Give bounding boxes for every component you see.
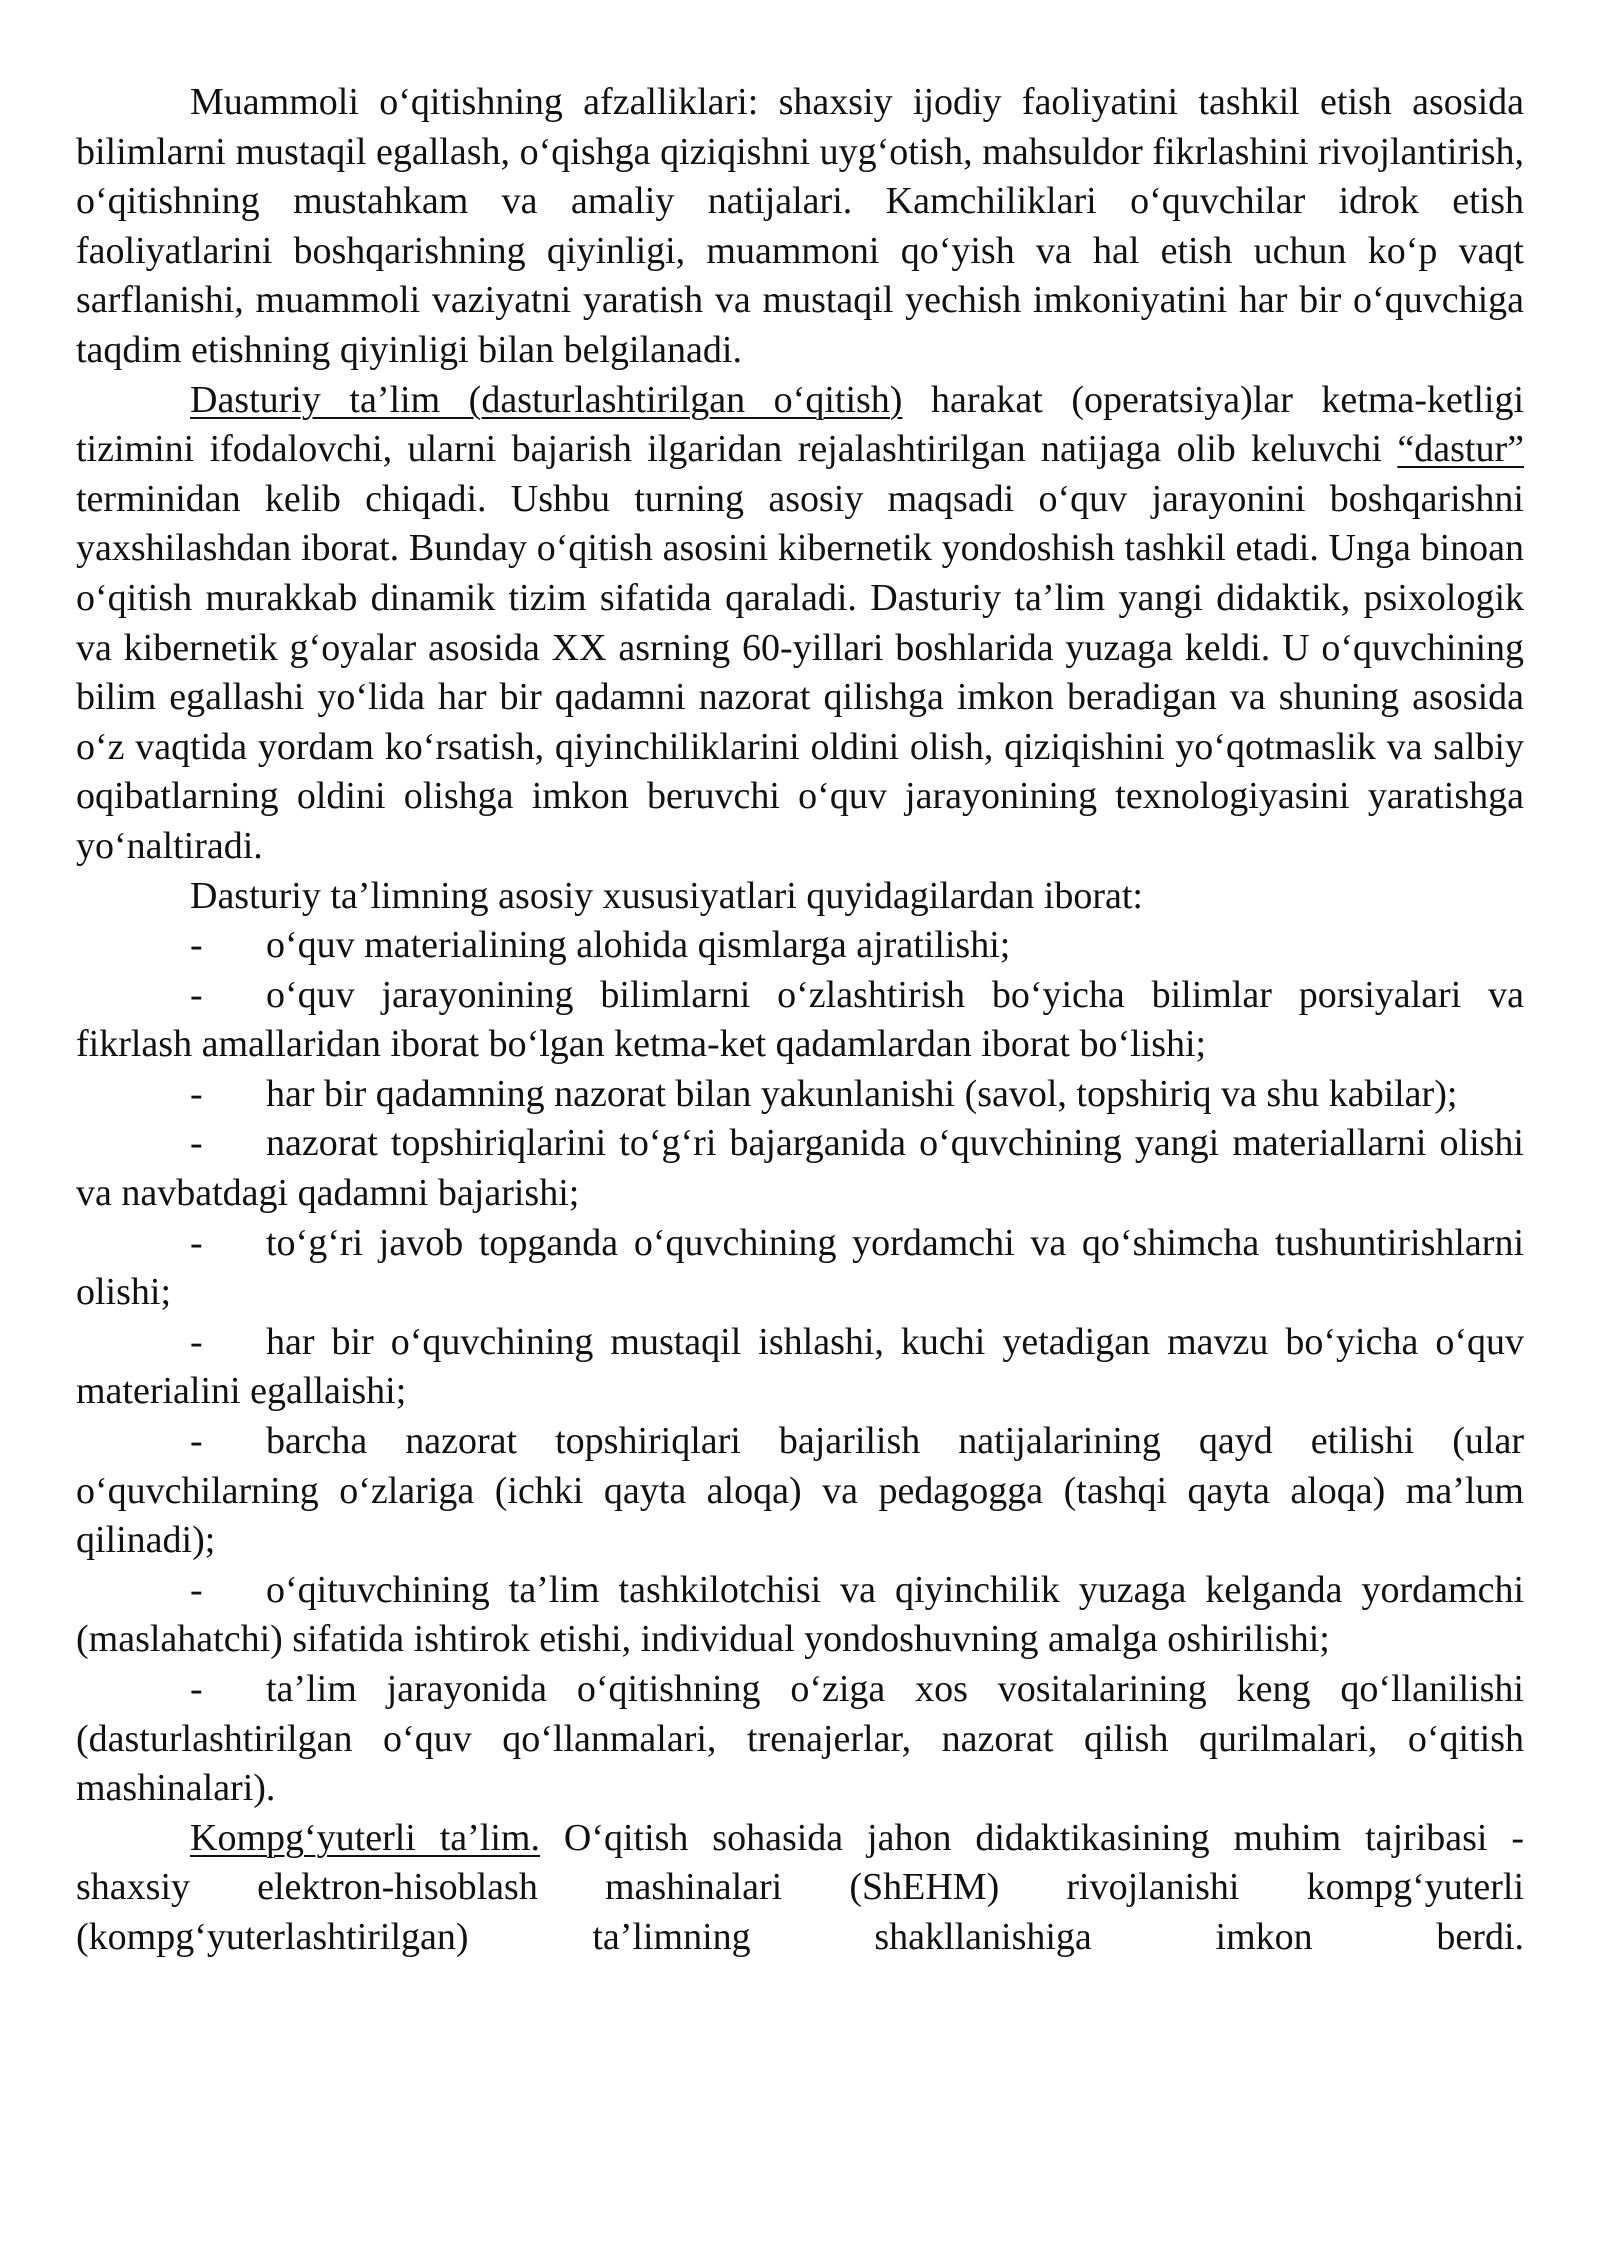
bullet-dash: -: [190, 1320, 203, 1363]
list-item-text: har bir qadamning nazorat bilan yakunlanishi (savol, topshiriq va shu kabilar);: [266, 1072, 1458, 1115]
paragraph-text: O‘qitish sohasida jahon didaktikasining muhim tajribasi - shaxsiy elektron-hisoblash mashinalari (ShEHM) rivojlanishi kompg‘yuterli (kompg‘yuterlashtirilgan) ta’limning shakllanishiga imkon berdi.: [76, 1816, 1524, 1958]
list-item-text: o‘qituvchining ta’lim tashkilotchisi va qiyinchilik yuzaga kelganda yordamchi (maslahatchi) sifatida ishtirok etishi, individual yondoshuvning amalga oshirilishi;: [76, 1568, 1524, 1661]
bullet-dash: -: [190, 1122, 203, 1165]
paragraph-programmed-learning: [76, 376, 1524, 872]
list-item-text: nazorat topshiriqlarini to‘g‘ri bajarganida o‘quvchining yangi materiallarni olishi va navbatdagi qadamni bajarishi;: [76, 1122, 1524, 1215]
features-list: [76, 921, 1524, 1814]
list-item: [76, 971, 1524, 1070]
paragraph-problem-learning: Muammoli o‘qitishning afzalliklari: shaxsiy ijodiy faoliyatini tashkil etish asosida bilimlarni mustaqil egallash, o‘qishga qiziqishni uyg‘otish, mahsuldor fikrlashini rivojlantirish, o‘qitishning mustahkam va amaliy natijalari. Kamchiliklari o‘quvchilar idrok etish faoliyatlarini boshqarishning qiyinligi, muammoni qo‘yish va hal etish uchun ko‘p vaqt sarflanishi, muammoli vaziyatni yaratish va mustaqil yechish imkoniyatini har bir o‘quvchiga taqdim etishning qiyinligi bilan belgilanadi.: [76, 81, 1524, 371]
list-item-text: har bir o‘quvchining mustaqil ishlashi, kuchi yetadigan mavzu bo‘yicha o‘quv materialini egallaishi;: [76, 1320, 1524, 1413]
list-item: [76, 1318, 1524, 1417]
term-programmed-learning: Dasturiy ta’lim (dasturlashtirilgan o‘qitish): [190, 378, 903, 421]
list-item: [76, 921, 1524, 971]
bullet-dash: -: [190, 1668, 203, 1710]
list-item: [76, 1665, 1524, 1814]
document-page: [76, 78, 1524, 1963]
bullet-dash: -: [190, 1420, 203, 1463]
term-computer-learning: Kompg‘yuterli ta’lim.: [190, 1816, 540, 1859]
bullet-dash: -: [190, 924, 203, 967]
list-item: [76, 1219, 1524, 1318]
bullet-dash: -: [190, 1221, 203, 1264]
list-item: [76, 1566, 1524, 1665]
term-dastur: “dastur”: [1397, 428, 1524, 471]
bullet-dash: -: [190, 1072, 203, 1115]
paragraph-text: terminidan kelib chiqadi. Ushbu turning asosiy maqsadi o‘quv jarayonini boshqarishni yaxshilashdan iborat. Bunday o‘qitish asosini kibernetik yondoshish tashkil etadi. Unga binoan o‘qitish murakkab dinamik tizim sifatida qaraladi. Dasturiy ta’lim yangi didaktik, psixologik va kibernetik g‘oyalar asosida XX asrning 60-yillari boshlarida yuzaga keldi. U o‘quvchining bilim egallashi yo‘lida har bir qadamni nazorat qilishga imkon beradigan va shuning asosida o‘z vaqtida yordam ko‘rsatish, qiyinchiliklarini oldini olish, qiziqishini yo‘qotmaslik va salbiy oqibatlarning oldini olishga imkon beruvchi o‘quv jarayonining texnologiyasini yaratishga yo‘naltiradi.: [76, 477, 1524, 867]
bullet-dash: -: [190, 1568, 203, 1611]
list-item-text: barcha nazorat topshiriqlari bajarilish natijalarining qayd etilishi (ular o‘quvchilarning o‘zlariga (ichki qayta aloqa) va pedagogga (tashqi qayta aloqa) ma’lum qilinadi);: [76, 1420, 1524, 1562]
paragraph-computer-learning: [76, 1814, 1524, 1963]
list-item: [76, 1119, 1524, 1218]
list-item-text: o‘quv jarayonining bilimlarni o‘zlashtirish bo‘yicha bilimlar porsiyalari va fikrlash amallaridan iborat bo‘lgan ketma-ket qadamlardan iborat bo‘lishi;: [76, 973, 1524, 1066]
paragraph-text: harakat (operatsiya)lar ketma-ketligi tizimini ifodalovchi, ularni bajarish ilgaridan rejalashtirilgan natijaga olib keluvchi: [76, 378, 1525, 471]
paragraph-features-intro: Dasturiy ta’limning asosiy xususiyatlari quyidagilardan iborat:: [190, 874, 1143, 917]
list-item-text: to‘g‘ri javob topganda o‘quvchining yordamchi va qo‘shimcha tushuntirishlarni olishi;: [76, 1221, 1524, 1314]
list-item-text: o‘quv materialining alohida qismlarga ajratilishi;: [266, 924, 1011, 967]
list-item: [76, 1417, 1524, 1566]
bullet-dash: -: [190, 973, 203, 1016]
list-item-text: ta’lim jarayonida o‘qitishning o‘ziga xos vositalarining keng qo‘llanilishi (dasturlashtirilgan o‘quv qo‘llanmalari, trenajerlar, nazorat qilish qurilmalari, o‘qitish mashinalari).: [76, 1668, 1524, 1810]
list-item: [76, 1070, 1524, 1120]
